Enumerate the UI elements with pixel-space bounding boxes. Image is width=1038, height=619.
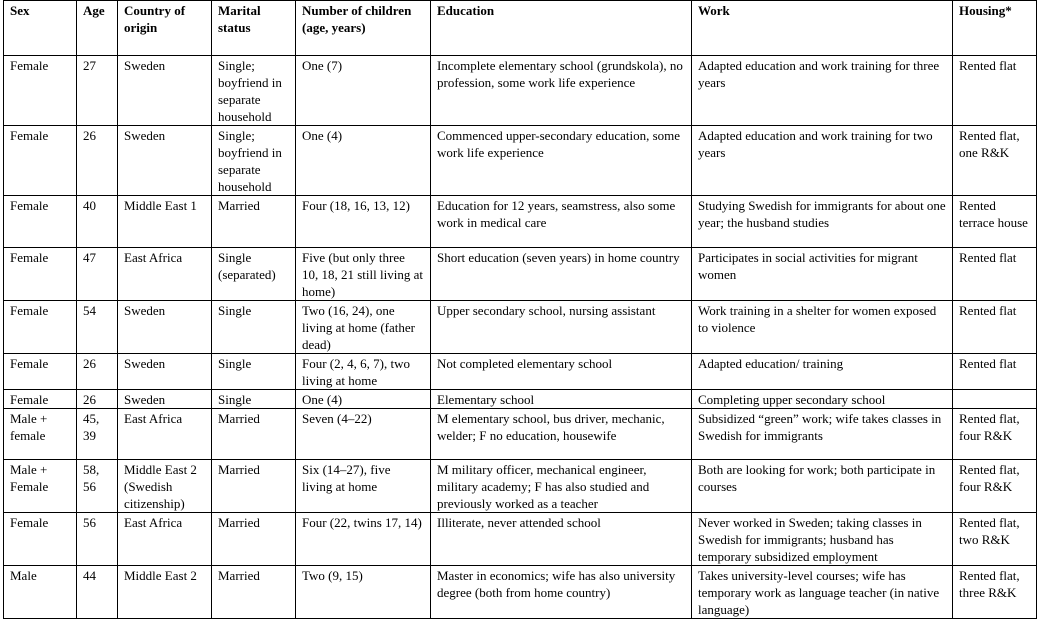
cell-housing: Rented flat, four R&K bbox=[953, 409, 1037, 460]
cell-marital-status: Single; boyfriend in separate household bbox=[212, 126, 296, 196]
cell-age: 45, 39 bbox=[77, 409, 118, 460]
cell-country: Sweden bbox=[118, 301, 212, 354]
header-sex: Sex bbox=[4, 1, 77, 56]
cell-age: 58, 56 bbox=[77, 460, 118, 513]
cell-work: Work training in a shelter for women exposed to violence bbox=[692, 301, 953, 354]
cell-country: East Africa bbox=[118, 513, 212, 566]
cell-marital-status: Married bbox=[212, 566, 296, 619]
cell-work: Never worked in Sweden; taking classes in Swedish for immigrants; husband has temporary subsidized employment bbox=[692, 513, 953, 566]
cell-housing: Rented flat, two R&K bbox=[953, 513, 1037, 566]
header-number-of-children: Number of children (age, years) bbox=[296, 1, 431, 56]
header-marital-status: Marital status bbox=[212, 1, 296, 56]
cell-sex: Male bbox=[4, 566, 77, 619]
cell-work: Participates in social activities for migrant women bbox=[692, 248, 953, 301]
cell-age: 26 bbox=[77, 354, 118, 390]
cell-education: Education for 12 years, seamstress, also some work in medical care bbox=[431, 196, 692, 248]
cell-marital-status: Married bbox=[212, 513, 296, 566]
cell-children: Seven (4–22) bbox=[296, 409, 431, 460]
table-row bbox=[4, 390, 1037, 409]
cell-work: Adapted education and work training for two years bbox=[692, 126, 953, 196]
cell-children: One (4) bbox=[296, 126, 431, 196]
cell-marital-status: Single; boyfriend in separate household bbox=[212, 56, 296, 126]
header-row bbox=[4, 1, 1037, 56]
cell-sex: Male + female bbox=[4, 409, 77, 460]
cell-sex: Female bbox=[4, 126, 77, 196]
cell-work: Adapted education/ training bbox=[692, 354, 953, 390]
cell-country: Sweden bbox=[118, 126, 212, 196]
cell-housing bbox=[953, 390, 1037, 409]
cell-sex: Male + Female bbox=[4, 460, 77, 513]
cell-education: M military officer, mechanical engineer, military academy; F has also studied and previously worked as a teacher bbox=[431, 460, 692, 513]
cell-children: Five (but only three 10, 18, 21 still living at home) bbox=[296, 248, 431, 301]
header-work: Work bbox=[692, 1, 953, 56]
cell-children: One (4) bbox=[296, 390, 431, 409]
cell-housing: Rented flat, one R&K bbox=[953, 126, 1037, 196]
cell-marital-status: Married bbox=[212, 196, 296, 248]
cell-sex: Female bbox=[4, 248, 77, 301]
cell-country: Middle East 2 bbox=[118, 566, 212, 619]
cell-sex: Female bbox=[4, 301, 77, 354]
cell-work: Subsidized “green” work; wife takes classes in Swedish for immigrants bbox=[692, 409, 953, 460]
header-age: Age bbox=[77, 1, 118, 56]
cell-work: Takes university-level courses; wife has temporary work as language teacher (in native language) bbox=[692, 566, 953, 619]
cell-age: 54 bbox=[77, 301, 118, 354]
cell-work: Studying Swedish for immigrants for about one year; the husband studies bbox=[692, 196, 953, 248]
table-row bbox=[4, 56, 1037, 126]
table-row bbox=[4, 126, 1037, 196]
cell-marital-status: Single bbox=[212, 354, 296, 390]
table-row bbox=[4, 460, 1037, 513]
cell-children: Two (16, 24), one living at home (father dead) bbox=[296, 301, 431, 354]
cell-education: Elementary school bbox=[431, 390, 692, 409]
table-row bbox=[4, 301, 1037, 354]
cell-housing: Rented flat, four R&K bbox=[953, 460, 1037, 513]
header-housing: Housing* bbox=[953, 1, 1037, 56]
cell-housing: Rented flat, three R&K bbox=[953, 566, 1037, 619]
cell-housing: Rented flat bbox=[953, 301, 1037, 354]
cell-country: Sweden bbox=[118, 56, 212, 126]
cell-education: Illiterate, never attended school bbox=[431, 513, 692, 566]
participants-table bbox=[3, 0, 1037, 619]
cell-sex: Female bbox=[4, 354, 77, 390]
cell-marital-status: Single bbox=[212, 301, 296, 354]
cell-country: Sweden bbox=[118, 390, 212, 409]
cell-age: 26 bbox=[77, 126, 118, 196]
table-row bbox=[4, 248, 1037, 301]
cell-education: M elementary school, bus driver, mechanic, welder; F no education, housewife bbox=[431, 409, 692, 460]
table-row bbox=[4, 409, 1037, 460]
cell-sex: Female bbox=[4, 196, 77, 248]
cell-age: 44 bbox=[77, 566, 118, 619]
cell-housing: Rented terrace house bbox=[953, 196, 1037, 248]
cell-country: East Africa bbox=[118, 409, 212, 460]
cell-education: Not completed elementary school bbox=[431, 354, 692, 390]
cell-children: Two (9, 15) bbox=[296, 566, 431, 619]
cell-country: Sweden bbox=[118, 354, 212, 390]
cell-work: Completing upper secondary school bbox=[692, 390, 953, 409]
cell-country: Middle East 2 (Swedish citizenship) bbox=[118, 460, 212, 513]
cell-children: One (7) bbox=[296, 56, 431, 126]
cell-country: East Africa bbox=[118, 248, 212, 301]
cell-sex: Female bbox=[4, 390, 77, 409]
cell-housing: Rented flat bbox=[953, 354, 1037, 390]
cell-marital-status: Single (separated) bbox=[212, 248, 296, 301]
cell-sex: Female bbox=[4, 56, 77, 126]
cell-education: Short education (seven years) in home country bbox=[431, 248, 692, 301]
cell-age: 40 bbox=[77, 196, 118, 248]
cell-marital-status: Married bbox=[212, 460, 296, 513]
cell-country: Middle East 1 bbox=[118, 196, 212, 248]
table-row bbox=[4, 354, 1037, 390]
cell-age: 56 bbox=[77, 513, 118, 566]
table-row bbox=[4, 196, 1037, 248]
cell-marital-status: Single bbox=[212, 390, 296, 409]
cell-education: Upper secondary school, nursing assistant bbox=[431, 301, 692, 354]
cell-education: Master in economics; wife has also university degree (both from home country) bbox=[431, 566, 692, 619]
cell-children: Four (18, 16, 13, 12) bbox=[296, 196, 431, 248]
table-row bbox=[4, 566, 1037, 619]
cell-age: 47 bbox=[77, 248, 118, 301]
cell-sex: Female bbox=[4, 513, 77, 566]
cell-age: 26 bbox=[77, 390, 118, 409]
header-country-of-origin: Country of origin bbox=[118, 1, 212, 56]
cell-children: Six (14–27), five living at home bbox=[296, 460, 431, 513]
header-education: Education bbox=[431, 1, 692, 56]
cell-children: Four (22, twins 17, 14) bbox=[296, 513, 431, 566]
cell-education: Commenced upper-secondary education, some work life experience bbox=[431, 126, 692, 196]
cell-marital-status: Married bbox=[212, 409, 296, 460]
cell-work: Adapted education and work training for three years bbox=[692, 56, 953, 126]
cell-age: 27 bbox=[77, 56, 118, 126]
cell-housing: Rented flat bbox=[953, 56, 1037, 126]
cell-housing: Rented flat bbox=[953, 248, 1037, 301]
cell-children: Four (2, 4, 6, 7), two living at home bbox=[296, 354, 431, 390]
cell-work: Both are looking for work; both participate in courses bbox=[692, 460, 953, 513]
table-row bbox=[4, 513, 1037, 566]
cell-education: Incomplete elementary school (grundskola), no profession, some work life experience bbox=[431, 56, 692, 126]
